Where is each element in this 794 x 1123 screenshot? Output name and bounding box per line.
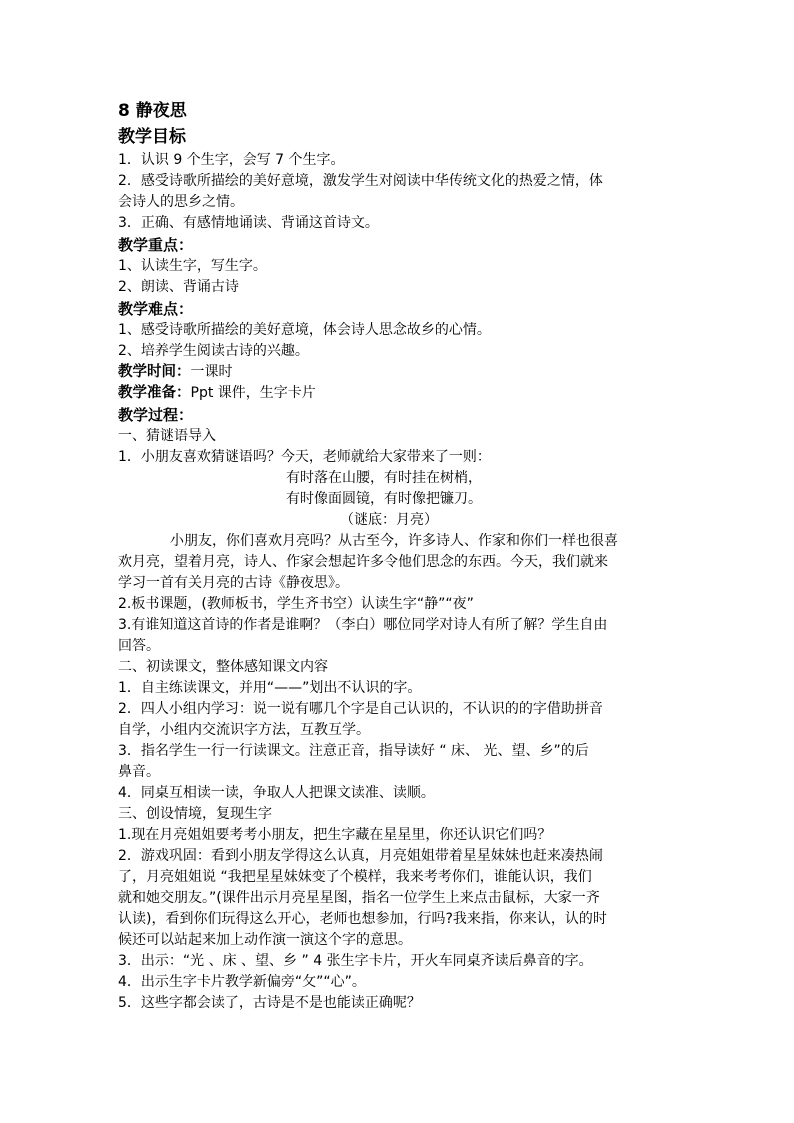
document-page — [118, 98, 678, 1014]
section3-line: 候还可以站起来加上动作演一演这个字的意思。 — [118, 932, 412, 948]
teaching-time — [118, 362, 678, 383]
section3-line: 就和她交朋友。”(课件出示月亮星星图，指名一位学生上来点击鼠标，大家一齐 — [118, 890, 600, 906]
section2-line: 鼻音。 — [118, 764, 160, 780]
section2-line: 2．四人小组内学习：说一说有哪几个字是自己认识的，不认识的的字借助拼音 — [118, 701, 603, 717]
section1-heading: 一、猜谜语导入 — [118, 428, 216, 444]
section2-heading: 二、初读课文，整体感知课文内容 — [118, 659, 328, 675]
process-heading: 教学过程： — [118, 406, 194, 424]
section3-heading: 三、创设情境，复现生字 — [118, 806, 272, 822]
section2-line: 1．自主练读课文，并用“——”划出不认识的字。 — [118, 680, 422, 696]
teaching-time-label: 教学时间： — [118, 364, 191, 380]
section3-line: 2．游戏巩固：看到小朋友学得这么认真，月亮姐姐带着星星妹妹也赶来凑热闹 — [118, 848, 603, 864]
section1-item: 2.板书课题，(教师板书，学生齐书空）认读生字“静”“夜” — [118, 596, 474, 612]
section1-item: 回答。 — [118, 638, 160, 654]
teaching-prep-value: Ppt 课件，生字卡片 — [190, 385, 316, 401]
section1-para-line: 欢月亮，望着月亮，诗人、作家会想起许多令他们思念的东西。今天，我们就来 — [118, 554, 608, 570]
difficulty-line: 2、培养学生阅读古诗的兴趣。 — [118, 343, 309, 359]
section1-para-line: 学习一首有关月亮的古诗《静夜思》。 — [118, 575, 349, 591]
difficulty-line: 1、感受诗歌所描绘的美好意境，体会诗人思念故乡的心情。 — [118, 322, 491, 338]
section3-line: 4．出示生字卡片教学新偏旁“攵”“心”。 — [118, 974, 366, 990]
teaching-prep — [118, 383, 678, 404]
section3-line: 5．这些字都会读了，古诗是不是也能读正确呢？ — [118, 995, 421, 1011]
riddle-answer: （谜底：月亮） — [340, 512, 438, 528]
section3-line: 了，月亮姐姐说 “我把星星妹妹变了个模样，我来考考你们，谁能认识，我们 — [118, 869, 592, 885]
section3-line: 认读)，看到你们玩得这么开心，老师也想参加，行吗?我来指，你来认，认的时 — [118, 911, 607, 927]
goals-heading: 教学目标 — [118, 127, 186, 147]
section1-line: 1．小朋友喜欢猜谜语吗？今天，老师就给大家带来了一则： — [118, 449, 491, 465]
goal-line: 1．认识 9 个生字，会写 7 个生字。 — [118, 152, 345, 168]
section1-para-line: 小朋友，你们喜欢月亮吗？从古至今，许多诗人、作家和你们一样也很喜 — [170, 533, 618, 549]
section3-line: 3．出示：“光 、床 、望、乡 ” 4 张生字卡片，开火车同桌齐读后鼻音的字。 — [118, 953, 593, 969]
riddle-line: 有时像面圆镜，有时像把镰刀。 — [286, 491, 482, 507]
riddle-line: 有时落在山腰，有时挂在树梢， — [286, 470, 482, 486]
goal-line: 2．感受诗歌所描绘的美好意境，激发学生对阅读中华传统文化的热爱之情，体 — [118, 173, 603, 189]
goal-line: 会诗人的思乡之情。 — [118, 194, 244, 210]
section3-line: 1.现在月亮姐姐要考考小朋友，把生字藏在星星里，你还认识它们吗？ — [118, 827, 552, 843]
key-points-heading: 教学重点： — [118, 236, 194, 254]
teaching-prep-label: 教学准备： — [118, 385, 191, 401]
section2-line: 3．指名学生一行一行读课文。注意正音，指导读好 “ 床、 光、望、乡”的后 — [118, 743, 589, 759]
section2-line: 4．同桌互相读一读，争取人人把课文读准、读顺。 — [118, 785, 435, 801]
difficulties-heading: 教学难点： — [118, 300, 194, 318]
goal-line: 3．正确、有感情地诵读、背诵这首诗文。 — [118, 215, 379, 231]
key-point-line: 2、朗读、背诵古诗 — [118, 279, 239, 295]
teaching-time-value: 一课时 — [190, 364, 233, 380]
key-point-line: 1、认读生字，写生字。 — [118, 258, 267, 274]
section2-line: 自学，小组内交流识字方法，互教互学。 — [118, 722, 370, 738]
lesson-title: 8 静夜思 — [118, 101, 187, 121]
section1-item: 3.有谁知道这首诗的作者是谁啊？（李白）哪位同学对诗人有所了解？学生自由 — [118, 617, 608, 633]
